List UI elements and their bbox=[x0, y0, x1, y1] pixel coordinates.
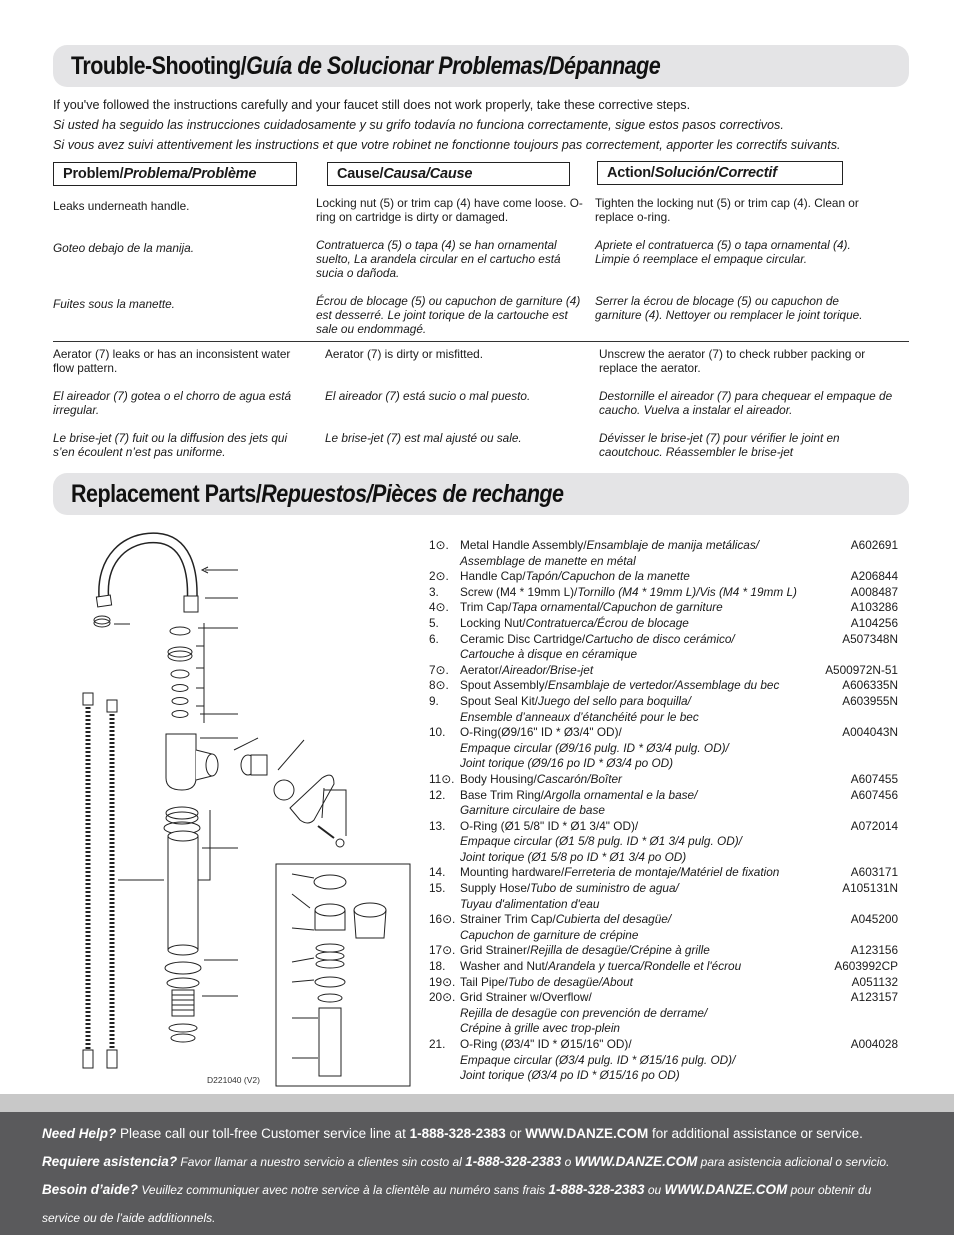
part-description: Locking Nut/Contratuerca/Écrou de blocage bbox=[460, 615, 689, 630]
website-link[interactable]: WWW.DANZE.COM bbox=[574, 1154, 698, 1169]
website-link[interactable]: WWW.DANZE.COM bbox=[664, 1182, 788, 1197]
part-description: Supply Hose/Tubo de suministro de agua/ Tuyau d'alimentation d'eau bbox=[460, 881, 679, 911]
parts-row bbox=[429, 975, 901, 991]
intro-english: If you've followed the instructions carefully and your faucet still does not work properly, take these corrective steps. bbox=[53, 98, 691, 112]
part-number: 6. bbox=[429, 631, 439, 646]
part-code: A104256 bbox=[850, 615, 898, 630]
part-number: 16⊙. bbox=[429, 912, 456, 927]
phone-number: 1-888-328-2383 bbox=[409, 1126, 506, 1141]
part-description: Tail Pipe/Tubo de desagüe/About bbox=[460, 974, 633, 989]
footer-band bbox=[0, 1094, 954, 1112]
part-description: Mounting hardware/Ferreteria de montaje/Matériel de fixation bbox=[460, 865, 780, 880]
part-number: 1⊙. bbox=[429, 538, 449, 552]
part-description: Grid Strainer/Rejilla de desagüe/Crépine à grille bbox=[460, 943, 710, 958]
part-code: A045200 bbox=[850, 912, 898, 927]
troubleshooting-title: Trouble-Shooting/Guía de Solucionar Problemas/Dépannage bbox=[71, 52, 661, 80]
parts-row bbox=[429, 881, 901, 912]
part-number: 18. bbox=[429, 959, 446, 974]
parts-row bbox=[429, 959, 901, 975]
parts-row bbox=[429, 865, 901, 881]
header-cause: Cause/Causa/Cause bbox=[327, 162, 570, 186]
intro-spanish: Si usted ha seguido las instrucciones cuidadosamente y su grifo todavía no funciona correctamente, sigue estos pasos correctivos. bbox=[53, 118, 784, 132]
parts-list bbox=[429, 538, 901, 1084]
part-description: Body Housing/Cascarón/Boîter bbox=[460, 771, 622, 786]
part-code: A602691 bbox=[850, 538, 898, 552]
part-number: 4⊙. bbox=[429, 600, 449, 615]
row1-problem-fr: Fuites sous la manette. bbox=[53, 297, 175, 311]
part-code: A051132 bbox=[851, 974, 898, 989]
replacement-parts-title: Replacement Parts/Repuestos/Pièces de rechange bbox=[71, 480, 564, 508]
part-description: O-Ring (Ø1 5/8" ID * Ø1 3/4" OD)/ Empaque circular (Ø1 5/8 pulg. ID * Ø1 3/4 pulg. OD)/ Joint torique (Ø1 5/8 po ID * Ø1 3/4 po OD) bbox=[460, 818, 742, 864]
exploded-parts-diagram bbox=[52, 528, 414, 1088]
part-code: A603171 bbox=[850, 865, 898, 880]
part-code: A606335N bbox=[842, 678, 898, 693]
header-problem: Problem/Problema/Problème bbox=[53, 162, 297, 186]
parts-row bbox=[429, 600, 901, 616]
part-description: Spout Assembly/Ensamblaje de vertedor/Assemblage du bec bbox=[460, 678, 780, 693]
row2-action-fr: Dévisser le brise-jet (7) pour vérifier le joint en caoutchouc. Réassembler le brise-jet bbox=[599, 431, 840, 459]
part-code: A507348N bbox=[842, 631, 898, 646]
part-code: A123157 bbox=[850, 990, 898, 1005]
parts-row bbox=[429, 538, 901, 569]
row1-cause-es: Contratuerca (5) o tapa (4) se han ornamental suelto, La arandela circular en el cartucho está sucia o dañoda. bbox=[316, 238, 561, 280]
part-code: A500972N-51 bbox=[825, 662, 898, 677]
row1-action-en: Tighten the locking nut (5) or trim cap (4). Clean or replace o-ring. bbox=[595, 196, 859, 224]
part-code: A072014 bbox=[850, 818, 898, 833]
row2-action-es: Destornille el aireador (7) para chequear el empaque de caucho. Vuelva a instalar el aireador. bbox=[599, 389, 893, 417]
part-number: 5. bbox=[429, 615, 439, 630]
parts-row bbox=[429, 912, 901, 943]
part-number: 21. bbox=[429, 1037, 446, 1051]
part-description: Base Trim Ring/Argolla ornamental e la base/ Garniture circulaire de base bbox=[460, 787, 698, 818]
part-number: 11⊙. bbox=[429, 771, 455, 786]
part-number: 12. bbox=[429, 787, 446, 802]
customer-service-footer bbox=[0, 1112, 954, 1235]
row1-action-fr: Serrer la écrou de blocage (5) ou capuchon de garniture (4). Nettoyer ou remplacer le joint torique. bbox=[595, 294, 863, 322]
row2-action-en: Unscrew the aerator (7) to check rubber packing or replace the aerator. bbox=[599, 347, 866, 375]
part-code: A607456 bbox=[850, 787, 898, 802]
parts-row bbox=[429, 663, 901, 679]
part-description: Grid Strainer w/Overflow/ Rejilla de desagüe con prevención de derrame/ Crépine à grille avec trop-plein bbox=[460, 990, 708, 1036]
part-number: 19⊙. bbox=[429, 974, 456, 989]
part-code: A004028 bbox=[850, 1037, 898, 1051]
row2-cause-en: Aerator (7) is dirty or misfitted. bbox=[325, 347, 483, 361]
part-description: Washer and Nut/Arandela y tuerca/Rondelle et l'écrou bbox=[460, 959, 742, 974]
part-number: 10. bbox=[429, 725, 446, 740]
spout-drawing bbox=[96, 538, 198, 612]
parts-row bbox=[429, 678, 901, 694]
help-french-cont: service ou de l’aide additionnels. bbox=[42, 1211, 216, 1225]
parts-row bbox=[429, 819, 901, 866]
part-code: A603992CP bbox=[834, 959, 898, 974]
row2-cause-fr: Le brise-jet (7) est mal ajusté ou sale. bbox=[325, 431, 522, 445]
part-description: Ceramic Disc Cartridge/Cartucho de disco cerámico/ Cartouche à disque en céramique bbox=[460, 631, 735, 662]
parts-row bbox=[429, 585, 901, 601]
row-divider bbox=[53, 341, 909, 342]
part-number: 20⊙. bbox=[429, 990, 456, 1005]
part-description: Metal Handle Assembly/Ensamblaje de manija metálicas/ Assemblage de manette en métal bbox=[460, 538, 759, 568]
part-code: A103286 bbox=[850, 600, 898, 615]
part-description: Strainer Trim Cap/Cubierta del desagüe/ Capuchon de garniture de crépine bbox=[460, 912, 672, 942]
part-number: 14. bbox=[429, 865, 446, 880]
parts-row bbox=[429, 632, 901, 663]
part-number: 2⊙. bbox=[429, 569, 449, 584]
troubleshooting-intro bbox=[53, 95, 913, 155]
part-code: A008487 bbox=[850, 584, 898, 599]
website-link[interactable]: WWW.DANZE.COM bbox=[525, 1126, 649, 1141]
part-description: O-Ring(Ø9/16" ID * Ø3/4" OD)/ Empaque circular (Ø9/16 pulg. ID * Ø3/4 pulg. OD)/ Joint torique (Ø9/16 po ID * Ø3/4 po OD) bbox=[460, 725, 729, 771]
intro-french: Si vous avez suivi attentivement les instructions et que votre robinet ne fonctionne toujours pas correctement, apporter les correctifs suivants. bbox=[53, 138, 841, 152]
diagram-id: D221040 (V2) bbox=[207, 1075, 260, 1085]
part-description: O-Ring (Ø3/4" ID * Ø15/16" OD)/ Empaque circular (Ø3/4 pulg. ID * Ø15/16 pulg. OD)/ Joint torique (Ø3/4 po ID * Ø15/16 po OD) bbox=[460, 1037, 736, 1083]
part-code: A105131N bbox=[842, 881, 898, 896]
row2-problem-es: El aireador (7) gotea o el chorro de agua está irregular. bbox=[53, 389, 292, 417]
part-number: 17⊙. bbox=[429, 943, 456, 958]
part-number: 7⊙. bbox=[429, 662, 449, 677]
replacement-parts-banner bbox=[53, 473, 909, 515]
part-description: Handle Cap/Tapón/Capuchon de la manette bbox=[460, 569, 690, 584]
part-code: A123156 bbox=[850, 943, 898, 958]
part-code: A206844 bbox=[850, 569, 898, 584]
part-number: 15. bbox=[429, 881, 446, 896]
help-spanish: Requiere asistencia? Favor llamar a nuestro servicio a clientes sin costo al 1-888-328-2383 o WWW.DANZE.COM para asistencia adicional o servicio. bbox=[42, 1154, 890, 1169]
row1-action-es: Apriete el contratuerca (5) o tapa ornamental (4). Limpie ó reemplace el empaque circular. bbox=[595, 238, 851, 266]
row1-cause-fr: Écrou de blocage (5) ou capuchon de garniture (4) est desserré. Le joint torique de la cartouche est sale ou endommagé. bbox=[316, 294, 581, 336]
header-action: Action/Solución/Correctif bbox=[597, 161, 843, 185]
troubleshooting-banner bbox=[53, 45, 909, 87]
part-code: A607455 bbox=[850, 771, 898, 786]
row1-cause-en: Locking nut (5) or trim cap (4) have come loose. O-ring on cartridge is dirty or damaged. bbox=[316, 196, 583, 224]
row1-problem-en: Leaks underneath handle. bbox=[53, 199, 190, 213]
part-code: A603955N bbox=[842, 693, 898, 708]
row1-problem-es: Goteo debajo de la manija. bbox=[53, 241, 195, 255]
parts-row bbox=[429, 616, 901, 632]
parts-row bbox=[429, 990, 901, 1037]
part-description: Aerator/Aireador/Brise-jet bbox=[460, 662, 594, 677]
parts-row bbox=[429, 569, 901, 585]
parts-row bbox=[429, 788, 901, 819]
part-description: Spout Seal Kit/Juego del sello para boquilla/ Ensemble d’anneaux d’étanchéité pour le bec bbox=[460, 693, 699, 724]
row2-cause-es: El aireador (7) está sucio o mal puesto. bbox=[325, 389, 531, 403]
part-description: Trim Cap/Tapa ornamental/Capuchon de garniture bbox=[460, 600, 723, 615]
parts-row bbox=[429, 772, 901, 788]
part-code: A004043N bbox=[842, 725, 898, 740]
part-number: 13. bbox=[429, 818, 446, 833]
row2-problem-en: Aerator (7) leaks or has an inconsistent water flow pattern. bbox=[53, 347, 291, 375]
part-number: 8⊙. bbox=[429, 678, 449, 693]
parts-row bbox=[429, 694, 901, 725]
parts-row bbox=[429, 1037, 901, 1084]
help-english: Need Help? Please call our toll-free Customer service line at 1-888-328-2383 or WWW.DANZE.COM for additional assistance or service. bbox=[42, 1126, 863, 1141]
help-french: Besoin d’aide? Veuillez communiquer avec notre service à la clientèle au numéro sans frais 1-888-328-2383 ou WWW.DANZE.COM pour obtenir du bbox=[42, 1182, 872, 1197]
part-description: Screw (M4 * 19mm L)/Tornillo (M4 * 19mm L)/Vis (M4 * 19mm L) bbox=[460, 584, 797, 599]
row2-problem-fr: Le brise-jet (7) fuit ou la diffusion des jets qui s’en écoulent n’est pas uniforme. bbox=[53, 431, 288, 459]
parts-row bbox=[429, 943, 901, 959]
part-number: 9. bbox=[429, 693, 439, 708]
part-number: 3. bbox=[429, 584, 439, 599]
parts-row bbox=[429, 725, 901, 772]
